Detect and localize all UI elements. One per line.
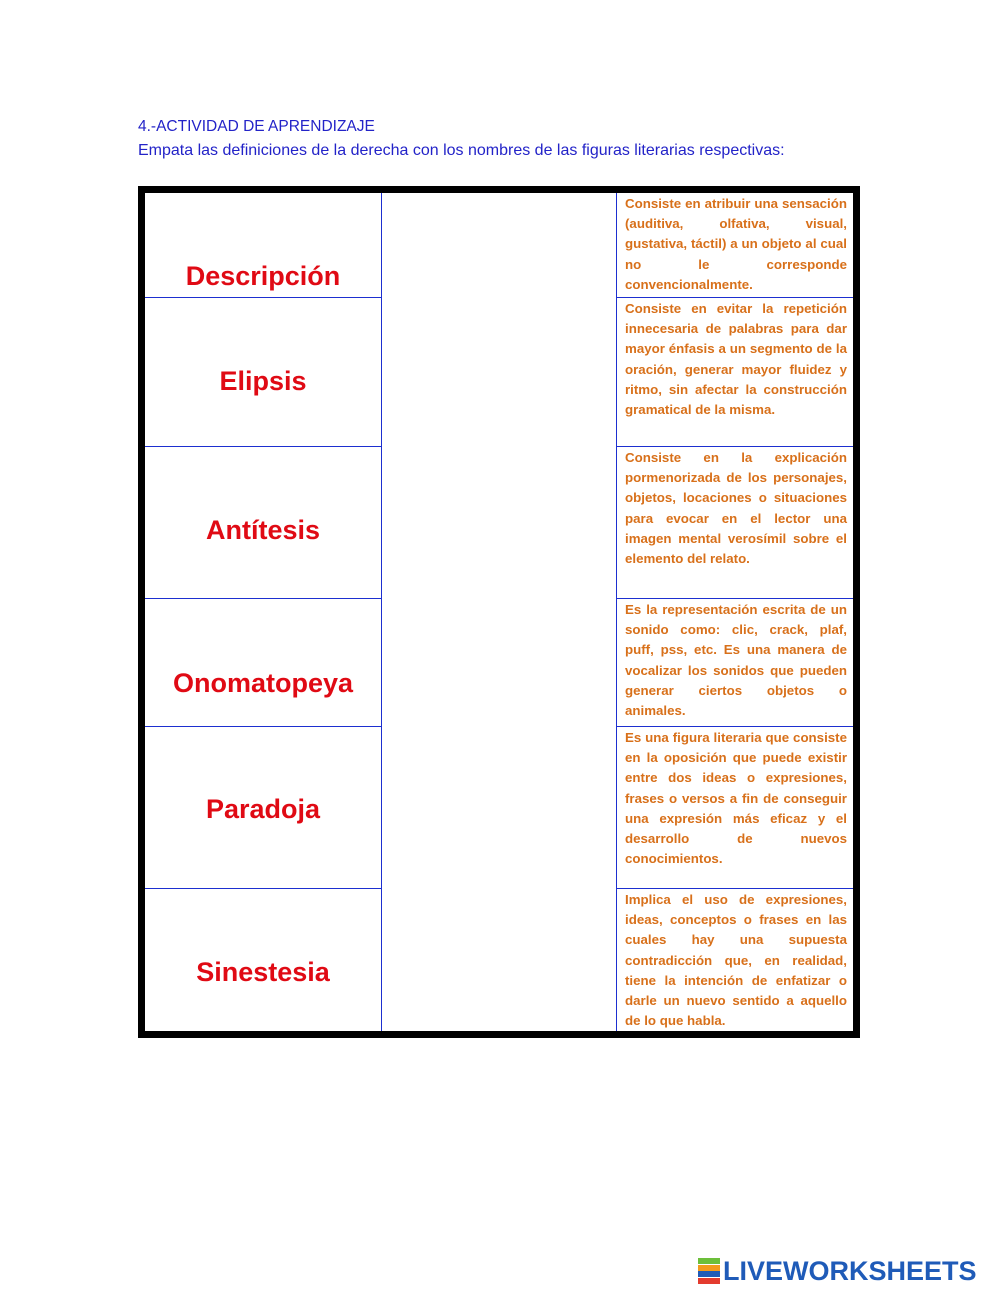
definition-text: Es una figura literaria que consiste en la oposición que puede existir entre dos ideas o expresiones, frases o versos a fin de conseguir una expresión más eficaz y el desarrollo de nuevos conocimientos. [625, 730, 847, 867]
matching-table [138, 186, 860, 1038]
figure-name: Sinestesia [196, 957, 330, 987]
answer-column[interactable] [383, 193, 617, 1031]
definition-cell [617, 447, 853, 599]
logo-text: LIVEWORKSHEETS [723, 1256, 977, 1286]
names-column [145, 193, 382, 1031]
figure-name: Antítesis [205, 515, 321, 545]
name-cell [145, 599, 381, 727]
name-cell [145, 193, 381, 298]
name-cell [145, 298, 381, 447]
liveworksheets-logo-icon [698, 1258, 720, 1284]
definition-cell [617, 599, 853, 727]
figure-name: Elipsis [219, 366, 307, 396]
definition-cell [617, 193, 853, 298]
definitions-column [616, 193, 853, 1031]
liveworksheets-logo [698, 1256, 977, 1286]
definition-text: Es la representación escrita de un sonido como: clic, crack, plaf, puff, pss, etc. Es una manera de vocalizar los sonidos que pueden generar ciertos objetos o animales. [625, 602, 847, 719]
name-cell [145, 447, 381, 599]
definition-cell [617, 889, 853, 1031]
activity-title: 4.-ACTIVIDAD DE APRENDIZAJE [138, 118, 375, 135]
figure-name: Onomatopeya [172, 668, 354, 698]
activity-instruction: Empata las definiciones de la derecha con los nombres de las figuras literarias respectivas: [138, 142, 785, 159]
figure-name: Descripción [185, 261, 341, 291]
name-cell [145, 889, 381, 1031]
definition-text: Implica el uso de expresiones, ideas, conceptos o frases en las cuales hay una supuesta contradicción que, en realidad, tiene la intención de enfatizar o darle un nuevo sentido a aquello de lo que habla. [625, 892, 847, 1029]
definition-text: Consiste en atribuir una sensación (auditiva, olfativa, visual, gustativa, táctil) a un objeto al cual no le corresponde convencionalmente. [625, 196, 847, 292]
definition-cell [617, 298, 853, 447]
definition-cell [617, 727, 853, 889]
definition-text: Consiste en la explicación pormenorizada de los personajes, objetos, locaciones o situaciones para evocar en el lector una imagen mental verosímil sobre el elemento del relato. [625, 450, 847, 567]
figure-name: Paradoja [205, 794, 321, 824]
definition-text: Consiste en evitar la repetición innecesaria de palabras para dar mayor énfasis a un segmento de la oración, generar mayor fluidez y ritmo, sin afectar la construcción gramatical de la misma. [625, 301, 847, 418]
name-cell [145, 727, 381, 889]
